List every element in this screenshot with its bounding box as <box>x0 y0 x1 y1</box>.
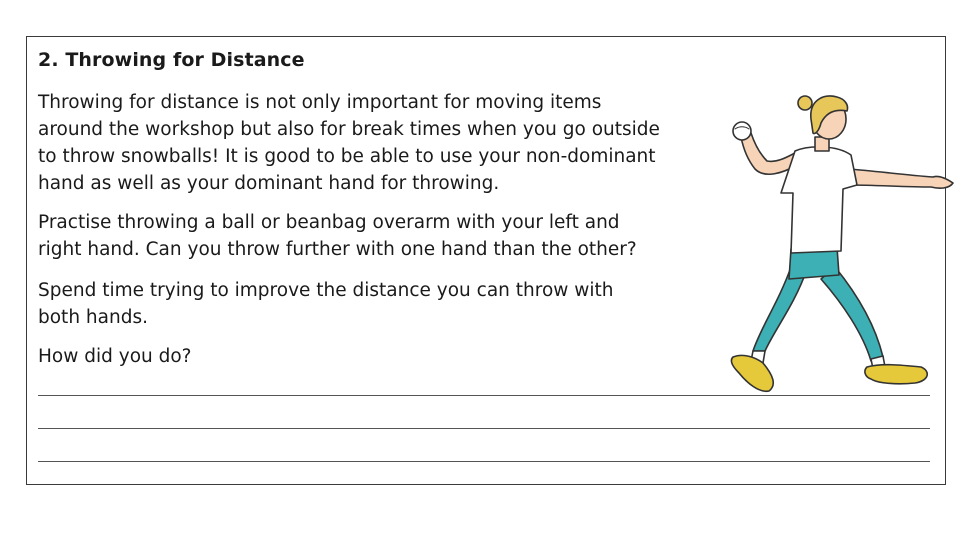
text-line: Throwing for distance is not only important for moving items <box>38 92 602 113</box>
text-line: Spend time trying to improve the distance you can throw with <box>38 280 614 301</box>
text-line: around the workshop but also for break times when you go outside <box>38 119 660 140</box>
worksheet-section <box>26 36 946 485</box>
person-throwing-ball-icon <box>725 89 965 399</box>
text-line: both hands. <box>38 307 148 328</box>
paragraph-practise <box>38 209 637 263</box>
text-line: Practise throwing a ball or beanbag overarm with your left and <box>38 212 620 233</box>
text-line: hand as well as your dominant hand for throwing. <box>38 173 500 194</box>
answer-line[interactable] <box>38 461 930 462</box>
text-line: How did you do? <box>38 346 192 367</box>
text-line: right hand. Can you throw further with one hand than the other? <box>38 239 637 260</box>
text-line: to throw snowballs! It is good to be able to use your non-dominant <box>38 146 656 167</box>
question-how-did-you-do <box>38 343 192 370</box>
answer-line[interactable] <box>38 428 930 429</box>
section-heading: 2. Throwing for Distance <box>38 49 305 71</box>
paragraph-intro <box>38 89 660 197</box>
paragraph-improve <box>38 277 614 331</box>
